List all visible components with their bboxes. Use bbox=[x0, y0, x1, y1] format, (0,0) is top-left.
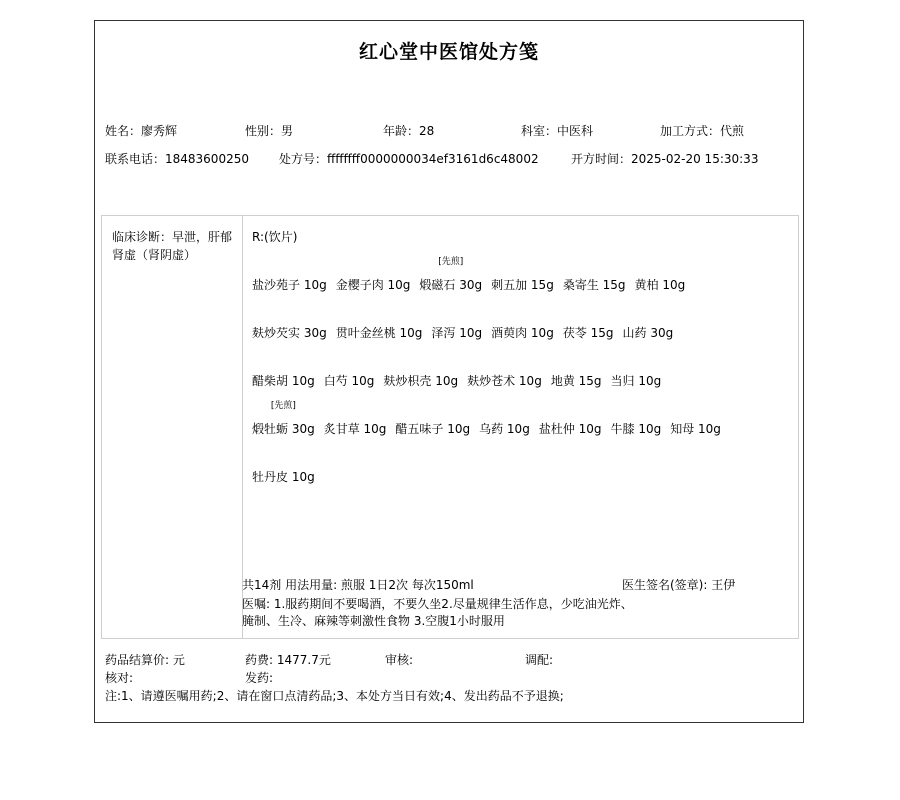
herb-name-dose: 牛膝 10g bbox=[610, 422, 662, 436]
herb-item bbox=[551, 372, 602, 389]
herb-row bbox=[252, 324, 682, 341]
herb-name-dose: 盐杜仲 10g bbox=[538, 422, 602, 436]
herb-item bbox=[611, 420, 662, 437]
herb-name-dose: 茯苓 15g bbox=[562, 326, 614, 340]
herb-item bbox=[324, 420, 387, 437]
herb-item bbox=[252, 324, 327, 341]
usage-dosage: 共14剂 用法用量: 煎服 1日2次 每次150ml bbox=[242, 578, 474, 592]
herb-item bbox=[479, 420, 530, 437]
patient-gender: 性别：男 bbox=[245, 124, 294, 138]
herb-name-dose: 麸炒苍术 10g bbox=[467, 374, 542, 388]
herb-item bbox=[670, 420, 721, 437]
herb-name-dose: 炙甘草 10g bbox=[323, 422, 387, 436]
herb-row bbox=[252, 257, 694, 293]
prescription-sheet bbox=[94, 20, 804, 723]
herb-name-dose: 醋柴胡 10g bbox=[252, 374, 315, 388]
herb-item bbox=[467, 372, 542, 389]
herb-name-dose: 煅牡蛎 30g bbox=[252, 422, 315, 436]
herb-item bbox=[563, 324, 614, 341]
prescription-body bbox=[101, 215, 799, 639]
herb-name-dose: 乌药 10g bbox=[479, 422, 530, 436]
herb-name-dose: 麸炒枳壳 10g bbox=[383, 374, 459, 388]
medical-advice: 医嘱: 1.服药期间不要喝酒，不要久坐2.尽量规律生活作息，少吃油光炸、腌制、生冷、麻辣等刺激性食物 3.空腹1小时服用 bbox=[242, 597, 633, 628]
drug-settle-price: 药品结算价: 元 bbox=[105, 653, 185, 667]
herb-item bbox=[336, 276, 411, 293]
herb-item bbox=[252, 401, 315, 437]
herb-name-dose: 金樱子肉 10g bbox=[335, 278, 411, 292]
herb-note: [先煎] bbox=[438, 257, 464, 267]
herb-name-dose: 刺五加 15g bbox=[491, 278, 554, 292]
doctor-signature: 医生签名(签章): 王伊 bbox=[622, 578, 736, 592]
process-method: 加工方式：代煎 bbox=[660, 124, 745, 138]
herb-row bbox=[252, 372, 670, 389]
herb-item bbox=[336, 324, 423, 341]
clinical-diagnosis: 临床诊断：早泄，肝郁肾虚（肾阴虚） bbox=[112, 230, 233, 262]
herb-note: [先煎] bbox=[270, 401, 296, 411]
herb-name-dose: 知母 10g bbox=[670, 422, 721, 436]
herb-row bbox=[252, 468, 324, 485]
patient-age: 年龄：28 bbox=[383, 124, 435, 138]
herb-name-dose: 贯叶金丝桃 10g bbox=[335, 326, 423, 340]
check-label: 核对: bbox=[105, 671, 134, 685]
herb-name-dose: 煅磁石 30g bbox=[419, 278, 483, 292]
herb-item bbox=[611, 372, 662, 389]
herb-item bbox=[252, 468, 315, 485]
prescription-time: 开方时间：2025-02-20 15:30:33 bbox=[571, 152, 759, 166]
herb-name-dose: 桑寄生 15g bbox=[562, 278, 626, 292]
herb-name-dose: 山药 30g bbox=[622, 326, 674, 340]
prescription-number: 处方号：ffffffff0000000034ef3161d6c48002 bbox=[279, 152, 539, 166]
herb-item bbox=[383, 372, 458, 389]
herb-item bbox=[623, 324, 674, 341]
herb-item bbox=[419, 257, 483, 293]
review-label: 审核: bbox=[385, 653, 414, 667]
herb-name-dose: 白芍 10g bbox=[323, 374, 375, 388]
herb-row bbox=[252, 401, 730, 437]
footer-notice: 注:1、请遵医嘱用药;2、请在窗口点清药品;3、本处方当日有效;4、发出药品不予退换; bbox=[105, 689, 564, 703]
phone-number: 联系电话：18483600250 bbox=[105, 152, 249, 166]
herb-item bbox=[324, 372, 375, 389]
patient-name: 姓名：廖秀辉 bbox=[105, 124, 178, 138]
herb-item bbox=[563, 276, 626, 293]
herb-name-dose: 黄柏 10g bbox=[634, 278, 686, 292]
rx-label: R:(饮片) bbox=[252, 230, 298, 244]
department: 科室：中医科 bbox=[521, 124, 594, 138]
herb-name-dose: 泽泻 10g bbox=[431, 326, 483, 340]
herb-name-dose: 当归 10g bbox=[610, 374, 662, 388]
herb-name-dose: 牡丹皮 10g bbox=[252, 470, 315, 484]
drug-fee: 药费: 1477.7元 bbox=[245, 653, 331, 667]
herb-item bbox=[491, 276, 554, 293]
herb-name-dose: 盐沙苑子 10g bbox=[252, 278, 327, 292]
page-title: 红心堂中医馆处方笺 bbox=[358, 41, 539, 63]
herb-name-dose: 麸炒芡实 30g bbox=[252, 326, 327, 340]
herb-name-dose: 地黄 15g bbox=[550, 374, 602, 388]
herb-item bbox=[395, 420, 470, 437]
herb-item bbox=[431, 324, 482, 341]
herb-item bbox=[491, 324, 554, 341]
issue-label: 发药: bbox=[245, 671, 274, 685]
herb-item bbox=[539, 420, 602, 437]
dispense-label: 调配: bbox=[525, 653, 554, 667]
herb-item bbox=[252, 276, 327, 293]
herb-item bbox=[635, 276, 686, 293]
herb-name-dose: 醋五味子 10g bbox=[395, 422, 471, 436]
herb-item bbox=[252, 372, 315, 389]
herb-name-dose: 酒萸肉 10g bbox=[491, 326, 554, 340]
column-divider bbox=[242, 216, 243, 638]
